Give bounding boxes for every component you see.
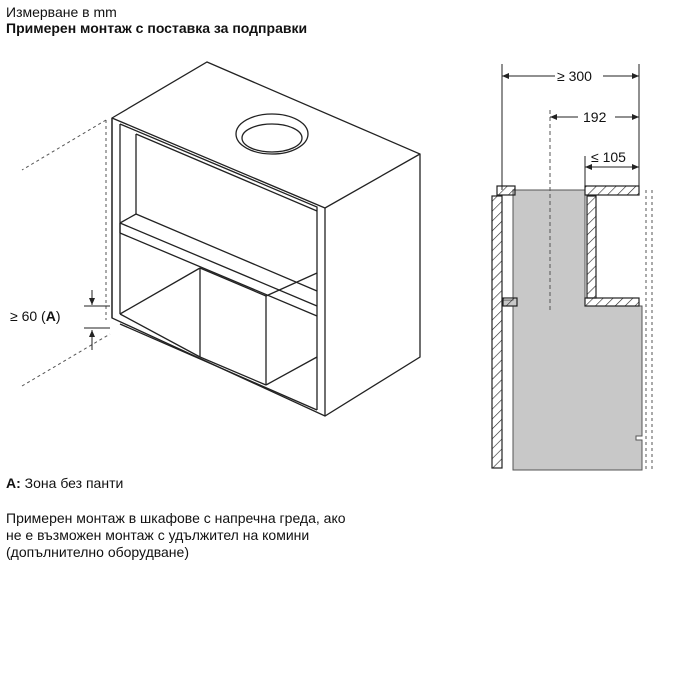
legend-letter: A: (6, 475, 21, 491)
page-title: Примерен монтаж с поставка за подправки (6, 20, 308, 36)
gap-dimension-label: ≥ 60 (A) (10, 308, 61, 324)
cabinet-isometric-drawing (112, 62, 420, 416)
installation-note (6, 510, 426, 561)
legend-text: Зона без панти (24, 475, 124, 491)
measurement-unit-label: Измерване в mm (6, 4, 117, 20)
depth-192-label: 192 (583, 109, 607, 125)
section-view-drawing (492, 110, 652, 470)
legend-a (6, 475, 123, 491)
note-line: (допълнително оборудване) (6, 544, 189, 560)
depth-max-label: ≤ 105 (591, 149, 626, 165)
note-line: Примерен монтаж в шкафове с напречна греда, ако (6, 510, 346, 526)
reference-dashed-lines (22, 120, 110, 386)
note-line: не е възможен монтаж с удължител на комини (6, 527, 310, 543)
width-min-label: ≥ 300 (557, 68, 592, 84)
